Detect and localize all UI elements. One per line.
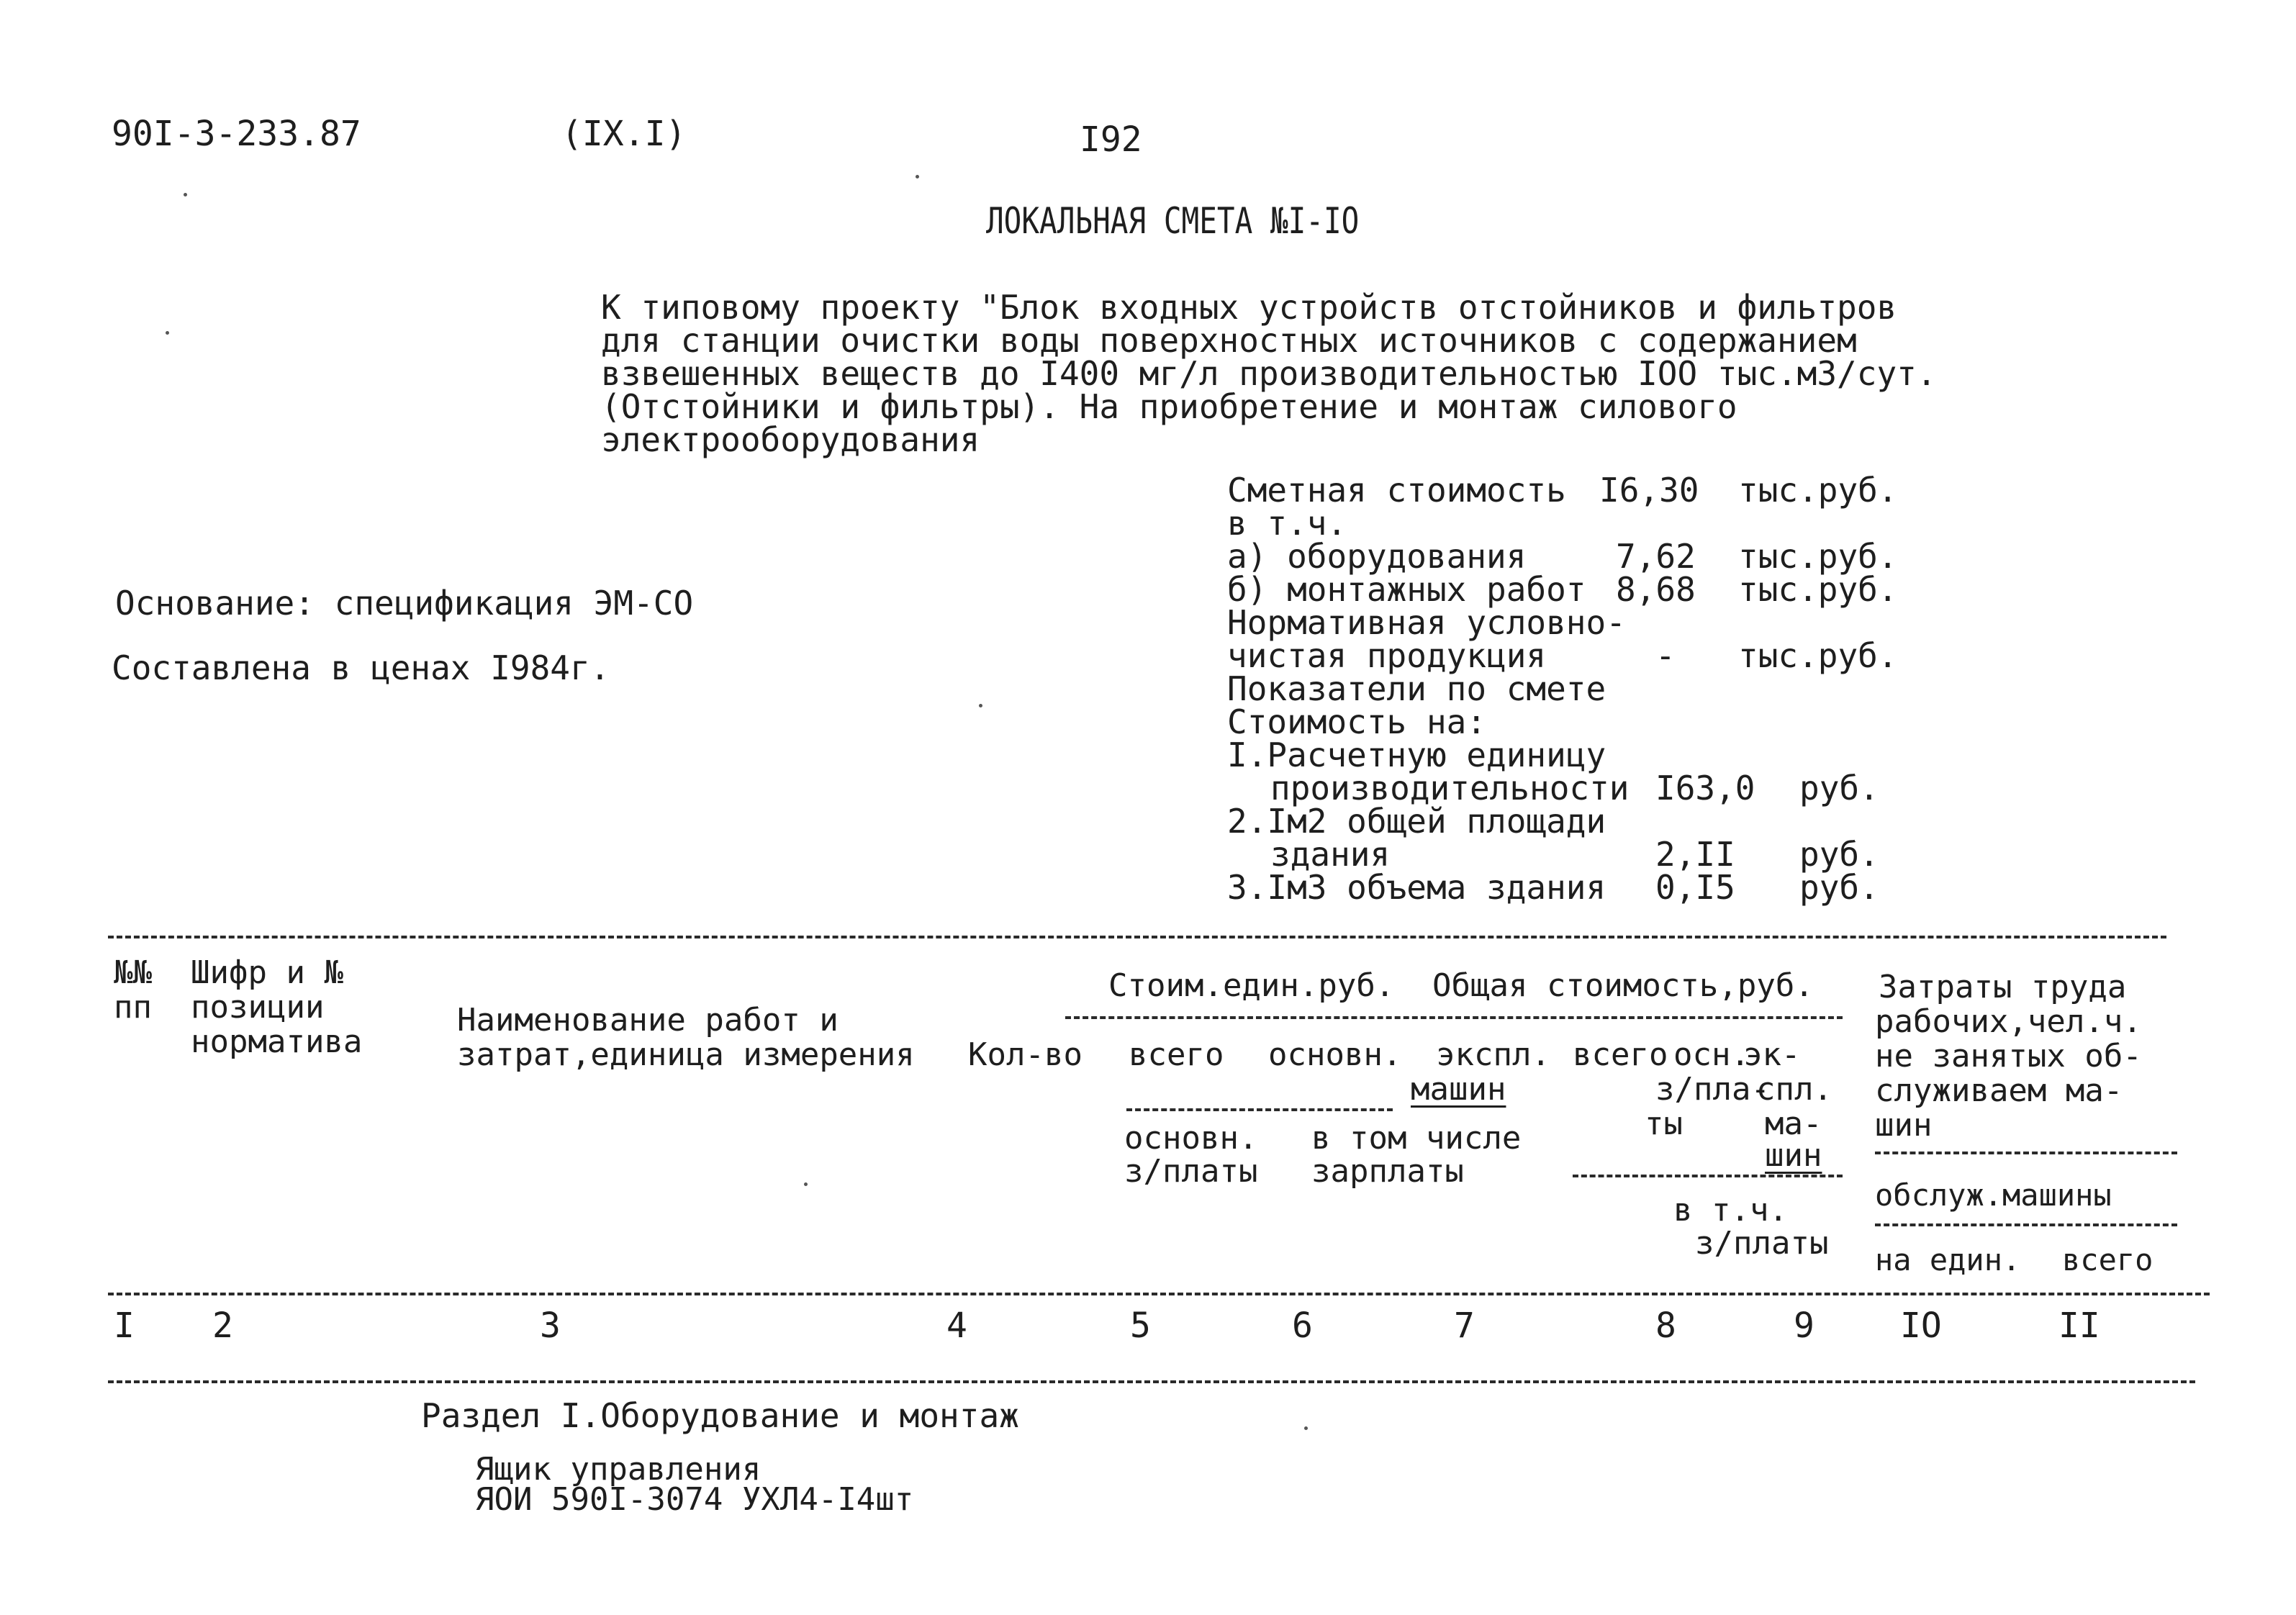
net-production-unit: тыс.руб. [1738, 636, 1898, 675]
intro-line: К типовому проекту "Блок входных устройств отстойников и фильтров [601, 288, 1897, 327]
installation-value: 8,68 [1616, 570, 1696, 609]
cost-on-label: Стоимость на: [1227, 702, 1487, 741]
labor-machines-header: обслуж.машины [1875, 1177, 2112, 1213]
uc-basic-header: основн. [1268, 1036, 1402, 1073]
indicator-2-value: 2,II [1655, 835, 1735, 874]
cost-value: I6,30 [1599, 471, 1699, 510]
indicator-1-label: производительности [1270, 769, 1630, 808]
uc-subrule [1126, 1108, 1393, 1111]
item-name: Ящик управления [475, 1451, 761, 1488]
column-number: I [114, 1306, 135, 1346]
labor-subrule [1875, 1223, 2177, 1226]
tc-wage-header: з/пла- [1655, 1071, 1770, 1108]
labor-group-header: шин [1875, 1107, 1933, 1144]
indicator-1-unit: руб. [1799, 769, 1879, 808]
scan-speck [804, 1182, 808, 1186]
col-qty-header: Кол-во [968, 1036, 1083, 1073]
column-number: 7 [1454, 1306, 1475, 1346]
labor-per-unit-header: на един. [1875, 1242, 2021, 1277]
basis-line: Основание: спецификация ЭМ-СО [115, 584, 694, 623]
tc-wage-header: осн. [1673, 1036, 1750, 1073]
column-number: II [2058, 1306, 2100, 1346]
cost-label: Сметная стоимость [1227, 471, 1566, 510]
column-number: 5 [1130, 1306, 1151, 1346]
equipment-value: 7,62 [1616, 537, 1696, 576]
indicator-2-label: 2.Iм2 общей площади [1227, 802, 1606, 841]
col-name-header: Наименование работ и [457, 1002, 839, 1039]
net-production-label: чистая продукция [1227, 636, 1547, 675]
indicator-2-label: здания [1270, 835, 1391, 874]
uc-basic-wage-header: основн. [1124, 1120, 1258, 1157]
indicator-1-label: I.Расчетную единицу [1227, 736, 1606, 774]
tc-machines-header: ма- [1765, 1105, 1822, 1142]
column-number: IO [1900, 1306, 1942, 1346]
scan-speck [979, 704, 982, 707]
labor-group-header: служиваем ма- [1875, 1072, 2123, 1109]
uc-machines-header: экспл. [1436, 1036, 1550, 1073]
unit-cost-group-header: Стоим.един.руб. [1108, 967, 1395, 1004]
scan-speck [1304, 1426, 1308, 1430]
total-cost-group-header: Общая стоимость,руб. [1432, 967, 1814, 1004]
intro-line: для станции очистки воды поверхностных источников с содержанием [601, 321, 1857, 360]
tc-incl-wage-header: з/платы [1695, 1225, 1829, 1262]
col-code-header: Шифр и № [191, 954, 343, 991]
intro-line: электрооборудования [601, 420, 980, 459]
col-no-header: пп [114, 989, 152, 1026]
tc-machines-header: эк- [1743, 1036, 1801, 1073]
tc-total-header: всего [1573, 1036, 1668, 1073]
document-code: 90I-3-233.87 [112, 114, 361, 154]
intro-line: (Отстойники и фильтры). На приобретение и монтаж силового [601, 387, 1737, 426]
indicators-label: Показатели по смете [1227, 669, 1606, 708]
item-designation: ЯОИ 590I-3074 УХЛ4-I4шт [475, 1481, 914, 1518]
col-code-header: норматива [191, 1023, 363, 1060]
net-production-value: - [1655, 636, 1676, 675]
tc-incl-wage-header: в т.ч. [1673, 1192, 1788, 1229]
scan-speck [184, 193, 187, 196]
column-number: 8 [1655, 1306, 1676, 1346]
incl-label: в т.ч. [1227, 504, 1347, 543]
column-numbers-bottom-rule [108, 1380, 2195, 1383]
column-number: 4 [946, 1306, 967, 1346]
indicator-2-unit: руб. [1799, 835, 1879, 874]
document-title: ЛОКАЛЬНАЯ СМЕТА №I-IO [986, 200, 1360, 242]
prices-line: Составлена в ценах I984г. [112, 648, 610, 687]
tc-machines-header: шин [1765, 1137, 1822, 1174]
equipment-label: а) оборудования [1227, 537, 1527, 576]
column-number: 9 [1794, 1306, 1814, 1346]
tc-wage-header: ты [1645, 1105, 1683, 1142]
installation-unit: тыс.руб. [1738, 570, 1898, 609]
page-number: I92 [1080, 119, 1142, 160]
labor-group-header: рабочих,чел.ч. [1875, 1003, 2142, 1040]
volume-number: (IX.I) [561, 114, 687, 154]
indicator-3-value: 0,I5 [1655, 868, 1735, 907]
cost-unit: тыс.руб. [1738, 471, 1898, 510]
scan-speck [166, 331, 169, 335]
col-code-header: позиции [191, 989, 325, 1026]
column-numbers-top-rule [108, 1293, 2210, 1295]
equipment-unit: тыс.руб. [1738, 537, 1898, 576]
net-production-label: Нормативная условно- [1227, 603, 1626, 642]
installation-label: б) монтажных работ [1227, 570, 1586, 609]
tc-machines-header: спл. [1756, 1071, 1832, 1108]
uc-machines-header: машин [1411, 1071, 1506, 1108]
labor-group-header: не занятых об- [1875, 1038, 2142, 1075]
table-top-rule [108, 936, 2166, 938]
col-name-header: затрат,единица измерения [457, 1036, 915, 1073]
column-number: 6 [1292, 1306, 1313, 1346]
indicator-3-label: 3.Iм3 объема здания [1227, 868, 1606, 907]
column-number: 2 [212, 1306, 233, 1346]
column-number: 3 [540, 1306, 561, 1346]
uc-basic-wage-header: з/платы [1124, 1153, 1258, 1190]
tc-subrule [1573, 1175, 1843, 1177]
labor-subrule [1875, 1152, 2177, 1154]
labor-group-header: Затраты труда [1879, 969, 2127, 1005]
intro-line: взвешенных веществ до I400 мг/л производительностью IOO тыс.м3/сут. [601, 354, 1937, 393]
col-no-header: №№ [114, 954, 152, 991]
indicator-3-unit: руб. [1799, 868, 1879, 907]
indicator-1-value: I63,0 [1655, 769, 1755, 808]
scan-speck [916, 175, 919, 178]
uc-incl-wage-header: в том числе [1311, 1120, 1522, 1157]
cost-group-rule [1065, 1016, 1843, 1019]
section-title: Раздел I.Оборудование и монтаж [421, 1396, 1019, 1435]
labor-total-header: всего [2062, 1242, 2153, 1277]
uc-incl-wage-header: зарплаты [1311, 1153, 1464, 1190]
uc-total-header: всего [1129, 1036, 1224, 1073]
